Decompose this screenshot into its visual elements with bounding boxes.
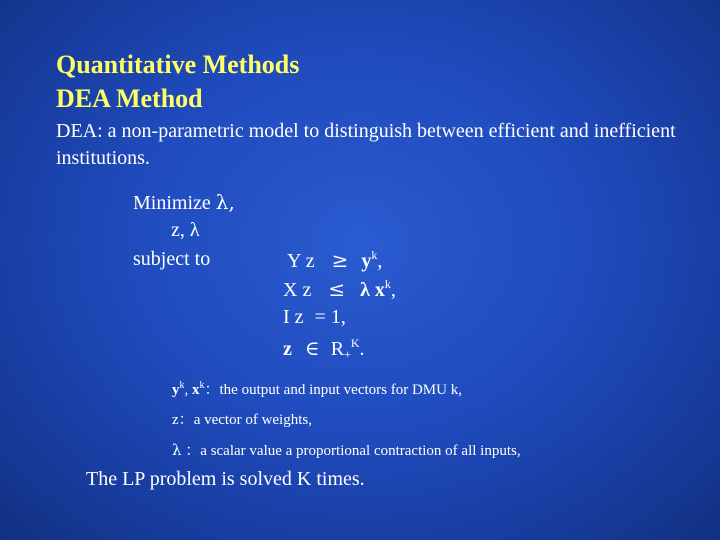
constraint-sum-op: = 1 [314,306,341,328]
constraint-domain-lhs: z [283,338,292,360]
objective-variable: λ, [215,190,235,214]
constraint-input-sup: k [384,277,391,291]
definition-yx-term2: x [192,382,200,398]
subject-to-label: subject to [133,248,211,270]
definition-yx-sep: , [184,382,192,398]
constraint-input-rhs: λ x [360,279,385,301]
constraint-domain-tail: . [359,338,365,360]
constraint-domain [283,336,365,361]
constraint-domain-sub: + [344,347,351,361]
definition-lambda [172,440,521,461]
definition-z-colon: ： [178,412,194,428]
definition-lambda-term: λ [172,441,182,459]
constraint-sum [283,306,346,329]
decision-variables: z, λ [171,219,200,241]
constraint-sum-tail: , [340,306,346,328]
definition-yx-text: the output and input vectors for DMU k, [219,382,462,398]
conclusion-text: The LP problem is solved K times. [86,468,365,490]
title-line-1: Quantitative Methods [56,50,300,79]
constraint-output-op: ≥ [331,248,349,272]
definition-yx-term-sup: k [179,380,185,391]
constraint-domain-sup: K [350,336,360,350]
definition-yx-colon: ： [204,382,220,398]
constraint-input [283,277,396,302]
definition-z-term: z [172,412,179,428]
constraint-domain-rhs: R [330,338,345,360]
definition-lambda-colon: ： [181,443,201,459]
constraint-sum-lhs: I z [283,306,304,328]
definition-z-text: a vector of weights, [193,412,312,428]
definition-yx [172,380,462,400]
definition-lambda-text: a scalar value a proportional contraction of all inputs, [200,443,521,459]
constraint-output-sup: k [371,248,378,262]
constraint-output [287,248,382,273]
constraint-domain-op: ∈ [304,336,320,360]
constraint-input-tail: , [390,279,396,301]
constraint-input-op: ≤ [328,277,346,301]
definition-z [172,410,312,430]
intro-text: DEA: a non-parametric model to distinguish between efficient and inefficient institutions. [56,120,676,169]
objective-label: Minimize [133,192,211,214]
objective-line [133,190,235,215]
title-line-2: DEA Method [56,84,203,113]
constraint-output-lhs: Y z [287,250,315,272]
constraint-output-rhs: y [361,250,372,272]
constraint-input-lhs: X z [283,279,312,301]
slide-title [56,48,299,116]
definition-yx-term: y [172,382,180,398]
definition-yx-term2-sup: k [199,380,205,391]
constraint-output-tail: , [377,250,383,272]
